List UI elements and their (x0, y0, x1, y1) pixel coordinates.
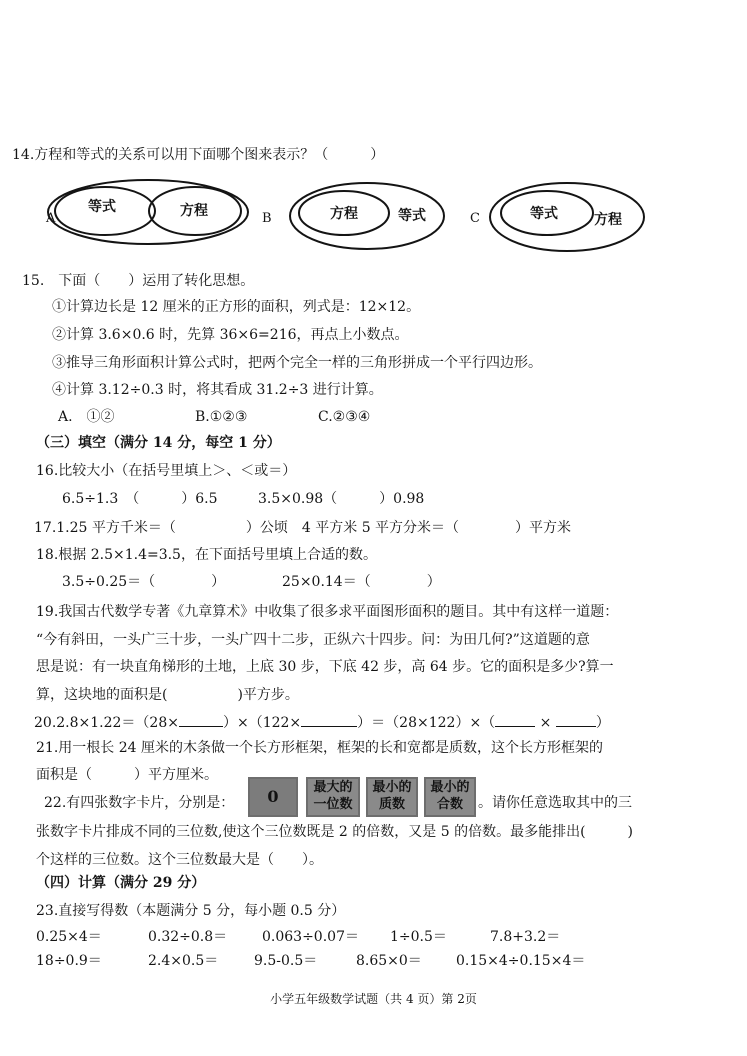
option-b-label-1: 方程 (330, 206, 358, 222)
q15-choice-c[interactable]: C.②③④ (318, 409, 371, 425)
q14-stem: 14.方程和等式的关系可以用下面哪个图来表示？（ ） (12, 147, 385, 163)
q15-item-1: ①计算边长是 12 厘米的正方形的面积，列式是：12×12。 (52, 299, 421, 315)
number-card-zero[interactable]: 0 (248, 777, 298, 817)
q18-stem: 18.根据 2.5×1.4=3.5，在下面括号里填上合适的数。 (36, 547, 377, 563)
section-4-heading: （四）计算（满分 29 分） (36, 875, 206, 891)
q15-choice-a[interactable]: A. ①② (58, 409, 115, 425)
q20-part-5: ） (595, 715, 610, 731)
option-c-label-1: 等式 (530, 206, 558, 222)
q20-part-1: 20.2.8×1.22＝（28× (34, 715, 179, 731)
q14-diagrams (0, 178, 747, 278)
q22-line-3[interactable]: 个这样的三位数。这个三位数最大是（ ）。 (36, 852, 323, 868)
q19-line-2: “今有斜田，一头广三十步，一头广四十二步，正纵六十四步。问：为田几何?”这道题的意 (36, 632, 590, 648)
q23-stem: 23.直接写得数（本题满分 5 分，每小题 0.5 分） (36, 903, 346, 919)
q23-row2-item-4[interactable]: 8.65×0＝ (356, 953, 422, 969)
q23-row1-item-5[interactable]: 7.8+3.2＝ (490, 929, 561, 945)
number-card-smallest-prime[interactable]: 最小的 质数 (366, 777, 418, 817)
q20-blank-3[interactable] (495, 712, 535, 727)
q16-stem: 16.比较大小（在括号里填上＞、＜或＝） (36, 463, 297, 479)
q15-item-3: ③推导三角形面积计算公式时，把两个完全一样的三角形拼成一个平行四边形。 (52, 355, 542, 371)
q22-line-2[interactable]: 张数字卡片排成不同的三位数,使这个三位数既是 2 的倍数，又是 5 的倍数。最多能排出( ) (36, 824, 633, 840)
option-a-label-2: 方程 (180, 203, 208, 219)
number-card-smallest-composite[interactable]: 最小的 合数 (424, 777, 476, 817)
option-c-label-2: 方程 (594, 212, 622, 228)
q23-row2-item-1[interactable]: 18÷0.9＝ (36, 953, 102, 969)
q19-line-3: 思是说：有一块直角梯形的土地，上底 30 步，下底 42 步，高 64 步。它的面积是多少?算一 (36, 659, 614, 675)
q15-stem: 15. 下面（ ）运用了转化思想。 (22, 273, 255, 289)
q19-line-4[interactable]: 算，这块地的面积是( )平方步。 (36, 687, 299, 703)
q23-row1-item-2[interactable]: 0.32÷0.8＝ (148, 929, 228, 945)
q20-part-3: ）＝（28×122）×（ (357, 715, 496, 731)
q23-row2-item-5[interactable]: 0.15×4÷0.15×4＝ (456, 953, 586, 969)
q21-line-2[interactable]: 面积是（ ）平方厘米。 (36, 767, 218, 783)
option-a-label-1: 等式 (88, 199, 116, 215)
q16-compare-a[interactable]: 6.5÷1.3 （ ）6.5 (62, 491, 218, 507)
q23-row1-item-4[interactable]: 1÷0.5＝ (390, 929, 447, 945)
q20-blank-4[interactable] (556, 712, 596, 727)
q22-lead: 22.有四张数字卡片，分别是： (44, 795, 235, 811)
number-card-largest-digit[interactable]: 最大的 一位数 (306, 777, 360, 817)
option-a-letter: A (46, 211, 56, 226)
option-b-letter: B (262, 211, 272, 226)
q16-compare-b[interactable]: 3.5×0.98（ ）0.98 (258, 491, 425, 507)
q23-row2-item-3[interactable]: 9.5-0.5＝ (254, 953, 318, 969)
page-footer: 小学五年级数学试题（共 4 页）第 2页 (270, 992, 477, 1006)
q15-item-2: ②计算 3.6×0.6 时，先算 36×6=216，再点上小数点。 (52, 327, 409, 343)
q20-blank-1[interactable] (179, 712, 223, 727)
q20-equation (34, 712, 610, 732)
q23-row1-item-3[interactable]: 0.063÷0.07＝ (262, 929, 359, 945)
q20-part-2: ）×（122× (222, 715, 302, 731)
q15-item-4: ④计算 3.12÷0.3 时，将其看成 31.2÷3 进行计算。 (52, 382, 383, 398)
option-c-letter: C (470, 211, 480, 226)
q21-line-1: 21.用一根长 24 厘米的木条做一个长方形框架，框架的长和宽都是质数，这个长方形框架的 (36, 740, 603, 756)
q15-choice-b[interactable]: B.①②③ (195, 409, 248, 425)
option-b-label-2: 等式 (398, 208, 426, 224)
q20-part-4: × (539, 715, 552, 731)
q20-blank-2[interactable] (301, 712, 357, 727)
q22-tail: 。请你任意选取其中的三 (478, 795, 632, 811)
q23-row2-item-2[interactable]: 2.4×0.5＝ (148, 953, 219, 969)
q23-row1-item-1[interactable]: 0.25×4＝ (36, 929, 102, 945)
q18-item-a[interactable]: 3.5÷0.25＝（ ） (62, 574, 226, 590)
section-3-heading: （三）填空（满分 14 分，每空 1 分） (36, 435, 281, 451)
q19-line-1: 19.我国古代数学专著《九章算术》中收集了很多求平面图形面积的题目。其中有这样一道题： (36, 604, 619, 620)
q17-text[interactable]: 17.1.25 平方千米＝（ ）公顷 4 平方米 5 平方分米＝（ ）平方米 (34, 520, 572, 536)
q18-item-b[interactable]: 25×0.14＝（ ） (282, 574, 441, 590)
